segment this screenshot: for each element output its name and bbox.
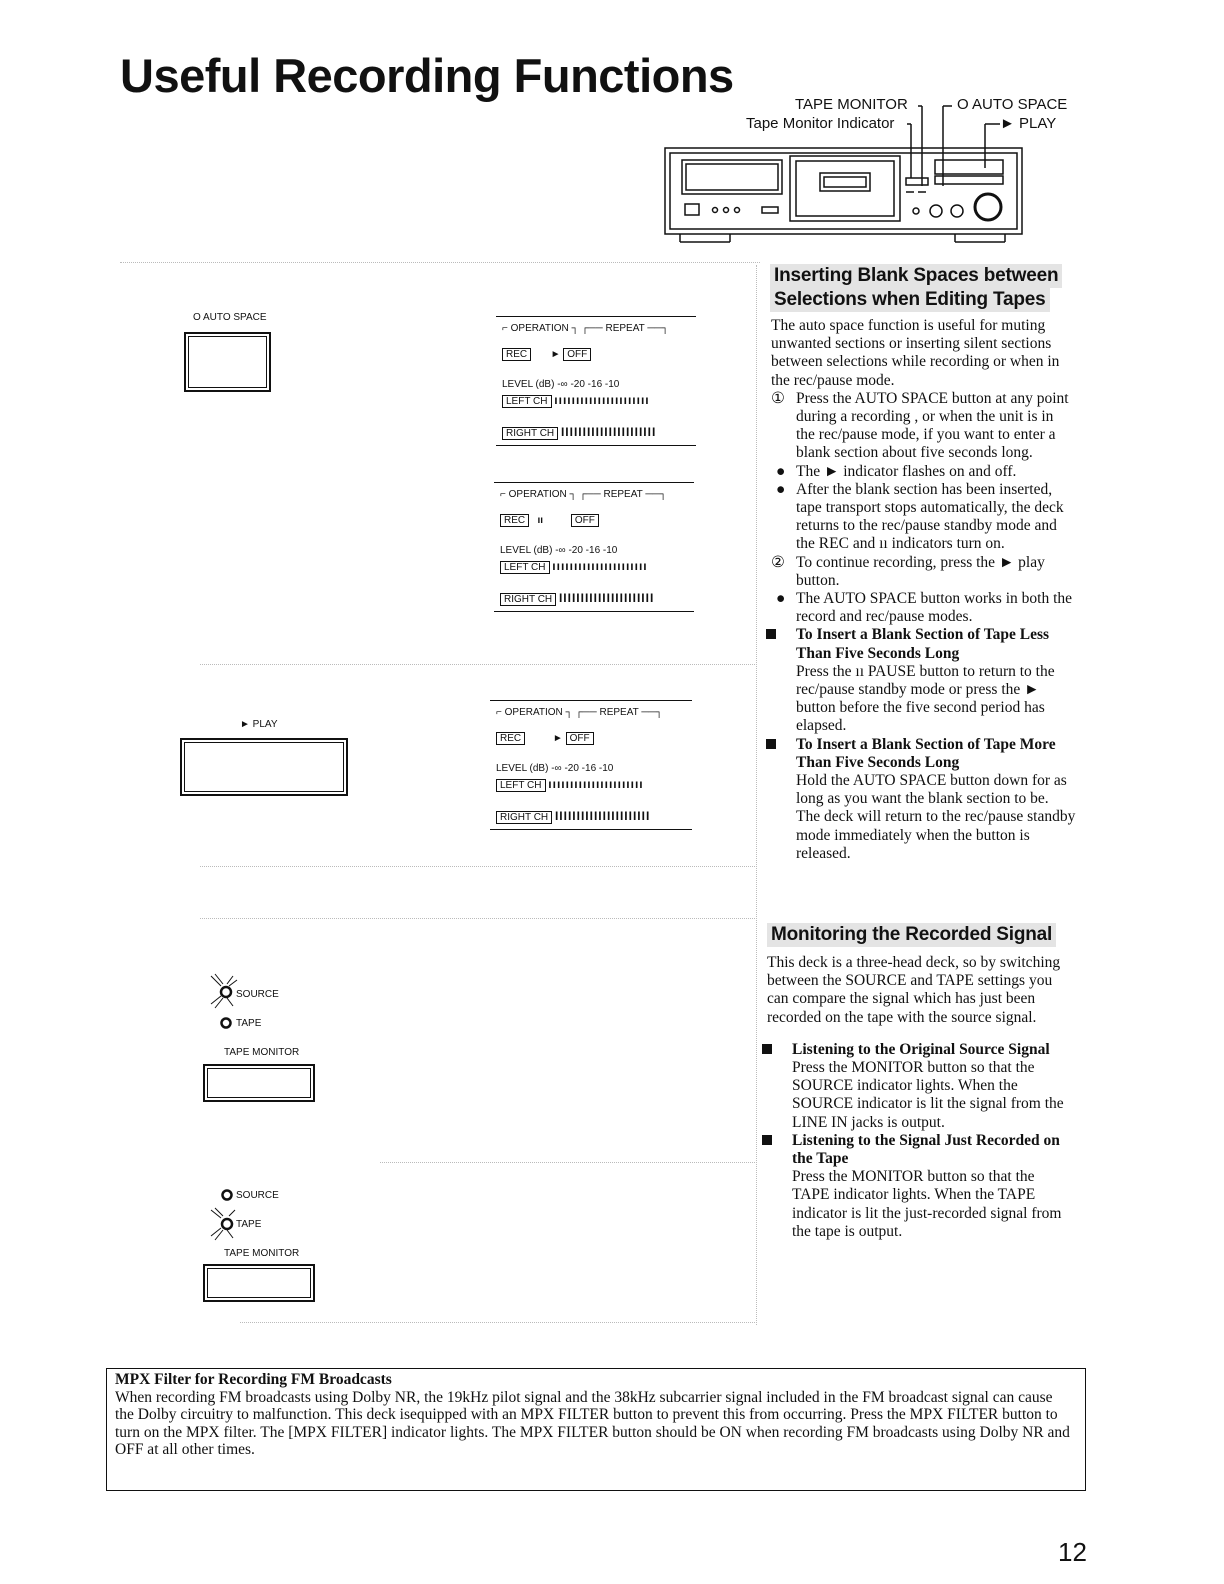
tape-monitor-button[interactable] bbox=[203, 1064, 315, 1102]
auto-space-fig-label: O AUTO SPACE bbox=[193, 312, 267, 323]
auto-space-section bbox=[771, 317, 1076, 863]
left-ch-label: LEFT CH bbox=[496, 779, 546, 792]
divider bbox=[200, 664, 755, 665]
bullet-icon: ● bbox=[776, 590, 786, 608]
subsection-title: To Insert a Blank Section of Tape More Than Five Seconds Long bbox=[796, 735, 1056, 771]
bullet-text: The AUTO SPACE button works in both the record and rec/pause modes. bbox=[796, 590, 1073, 626]
subsection-title: To Insert a Blank Section of Tape Less Than Five Seconds Long bbox=[796, 626, 1050, 662]
divider bbox=[380, 1162, 755, 1163]
level-scale: LEVEL (dB) -∞ -20 -16 -10 bbox=[502, 379, 620, 390]
left-ch-meter: ıııııııııııııııııııııı bbox=[554, 393, 650, 407]
square-bullet-icon bbox=[766, 739, 776, 749]
square-bullet-icon bbox=[762, 1135, 772, 1145]
right-ch-label: RIGHT CH bbox=[500, 593, 556, 606]
bullet-icon: ● bbox=[776, 480, 786, 498]
bullet-icon: ● bbox=[776, 462, 786, 480]
right-ch-label: RIGHT CH bbox=[496, 811, 552, 824]
section-intro: This deck is a three-head deck, so by switching between the SOURCE and TAPE settings you can compare the signal which has just been recorded on the tape with the source signal. bbox=[767, 954, 1061, 1026]
mpx-filter-note bbox=[106, 1368, 1086, 1491]
off-indicator: OFF bbox=[566, 732, 594, 745]
repeat-label: REPEAT bbox=[605, 323, 645, 334]
bullet-text: After the blank section has been inserted, tape transport stops automatically, the deck returns to the rec/pause standby mode and the REC and ıı indicators turn on. bbox=[796, 480, 1064, 553]
right-ch-label: RIGHT CH bbox=[502, 427, 558, 440]
auto-space-button[interactable] bbox=[184, 332, 271, 392]
operation-label: OPERATION bbox=[510, 323, 569, 334]
display-panel: ⌐ OPERATION ┐ ┌── REPEAT ──┐ REC ıı OFF LEVEL (dB) -∞ -20 -16 -10 LEFT CH ıııııııııııııııııııııı RIGHT CH IIIIIIIIIIIIIIIIIIIIII bbox=[494, 482, 694, 612]
section-intro: The auto space function is useful for muting unwanted sections or inserting silent sections between selections while recording or when in the rec/pause mode. bbox=[771, 317, 1060, 389]
monitoring-section bbox=[767, 954, 1075, 1241]
section-heading: Monitoring the Recorded Signal bbox=[767, 923, 1056, 947]
repeat-label: REPEAT bbox=[599, 707, 639, 718]
display-panel: ⌐ OPERATION ┐ ┌── REPEAT ──┐ REC ► OFF LEVEL (dB) -∞ -20 -16 -10 LEFT CH ıııııııııııııııııııııı RIGHT CH IIIIIIIIIIIIIIIIIIIIII bbox=[490, 700, 692, 830]
rec-indicator: REC bbox=[500, 514, 529, 527]
subsection-text: Hold the AUTO SPACE button down for as long as you want the blank section to be. The deck will return to the rec/pause standby mode immediately when the button is released. bbox=[796, 772, 1076, 862]
divider bbox=[200, 866, 755, 867]
operation-label: OPERATION bbox=[504, 707, 563, 718]
note-title: MPX Filter for Recording FM Broadcasts bbox=[115, 1371, 392, 1388]
operation-label: OPERATION bbox=[508, 489, 567, 500]
column-divider bbox=[756, 265, 757, 1325]
level-scale: LEVEL (dB) -∞ -20 -16 -10 bbox=[496, 763, 614, 774]
tape-monitor-indicator-label: Tape Monitor Indicator bbox=[746, 115, 895, 132]
display-panel: ⌐ OPERATION ┐ ┌── REPEAT ──┐ REC ► OFF LEVEL (dB) -∞ -20 -16 -10 LEFT CH ıııııııııııııııııııııı RIGHT CH IIIIIIIIIIIIIIIIIIIIII bbox=[496, 316, 696, 446]
rec-indicator: REC bbox=[502, 348, 531, 361]
right-ch-meter: IIIIIIIIIIIIIIIIIIIIII bbox=[560, 425, 657, 439]
tape-label-2: TAPE bbox=[236, 1219, 262, 1230]
play-fig-label: ► PLAY bbox=[240, 719, 278, 730]
note-text: When recording FM broadcasts using Dolby NR, the 19kHz pilot signal and the 38kHz subcarrier signal included in the FM broadcast signal can cause the Dolby circuitry to malfunction. This deck isequipped with an MPX FILTER button to prevent this from occurring. Press the MPX FILTER button to turn on the MPX filter. The [MPX FILTER] indicator lights. The MPX FILTER button should be ON when recording FM broadcasts using Dolby NR and OFF at all other times. bbox=[115, 1388, 1070, 1458]
left-ch-meter: ıııııııııııııııııııııı bbox=[552, 559, 648, 573]
subsection-text: Press the MONITOR button so that the SOURCE indicator lights. When the SOURCE indicator is lit the signal from the LINE IN jacks is output. bbox=[792, 1059, 1064, 1131]
right-ch-meter: IIIIIIIIIIIIIIIIIIIIII bbox=[554, 809, 651, 823]
step-text: To continue recording, press the ► play button. bbox=[796, 553, 1045, 589]
divider bbox=[200, 918, 755, 919]
page-number: 12 bbox=[1058, 1537, 1087, 1567]
left-ch-meter: ıııııııııııııııııııııı bbox=[548, 777, 644, 791]
square-bullet-icon bbox=[762, 1044, 772, 1054]
tape-monitor-button-2[interactable] bbox=[203, 1264, 315, 1302]
left-ch-label: LEFT CH bbox=[500, 561, 550, 574]
section-heading: Selections when Editing Tapes bbox=[770, 288, 1050, 312]
step-text: Press the AUTO SPACE button at any point during a recording , or when the unit is in the rec/pause mode, if you want to enter a blank section about five seconds long. bbox=[796, 389, 1069, 462]
subsection-title: Listening to the Signal Just Recorded on the Tape bbox=[792, 1131, 1060, 1168]
divider bbox=[120, 262, 760, 263]
auto-space-label: O AUTO SPACE bbox=[957, 96, 1068, 113]
tape-monitor-fig-label: TAPE MONITOR bbox=[224, 1047, 300, 1058]
square-bullet-icon bbox=[766, 629, 776, 639]
tape-monitor-label: TAPE MONITOR bbox=[795, 96, 908, 113]
repeat-label: REPEAT bbox=[603, 489, 643, 500]
step-marker: ① bbox=[771, 389, 785, 407]
step-marker: ② bbox=[771, 553, 785, 571]
section-heading: Inserting Blank Spaces between bbox=[770, 264, 1062, 288]
left-ch-label: LEFT CH bbox=[502, 395, 552, 408]
off-indicator: OFF bbox=[563, 348, 591, 361]
play-label: ► PLAY bbox=[1000, 115, 1057, 132]
source-label-2: SOURCE bbox=[236, 1190, 279, 1201]
play-button[interactable] bbox=[180, 738, 348, 796]
subsection-text: Press the ıı PAUSE button to return to the rec/pause standby mode or press the ► button before the five second period has elapsed. bbox=[796, 662, 1055, 735]
bullet-text: The ► indicator flashes on and off. bbox=[796, 462, 1017, 480]
cassette-deck-diagram bbox=[660, 98, 1030, 248]
rec-indicator: REC bbox=[496, 732, 525, 745]
subsection-text: Press the MONITOR button so that the TAPE indicator lights. When the TAPE indicator is lit the just-recorded signal from the tape is output. bbox=[792, 1168, 1062, 1240]
page-title: Useful Recording Functions bbox=[120, 49, 734, 102]
divider bbox=[240, 1322, 755, 1323]
right-ch-meter: IIIIIIIIIIIIIIIIIIIIII bbox=[558, 591, 655, 605]
level-scale: LEVEL (dB) -∞ -20 -16 -10 bbox=[500, 545, 618, 556]
off-indicator: OFF bbox=[571, 514, 599, 527]
tape-label: TAPE bbox=[236, 1018, 262, 1029]
subsection-title: Listening to the Original Source Signal bbox=[792, 1040, 1050, 1058]
tape-monitor-fig-label-2: TAPE MONITOR bbox=[224, 1248, 300, 1259]
source-label: SOURCE bbox=[236, 989, 279, 1000]
